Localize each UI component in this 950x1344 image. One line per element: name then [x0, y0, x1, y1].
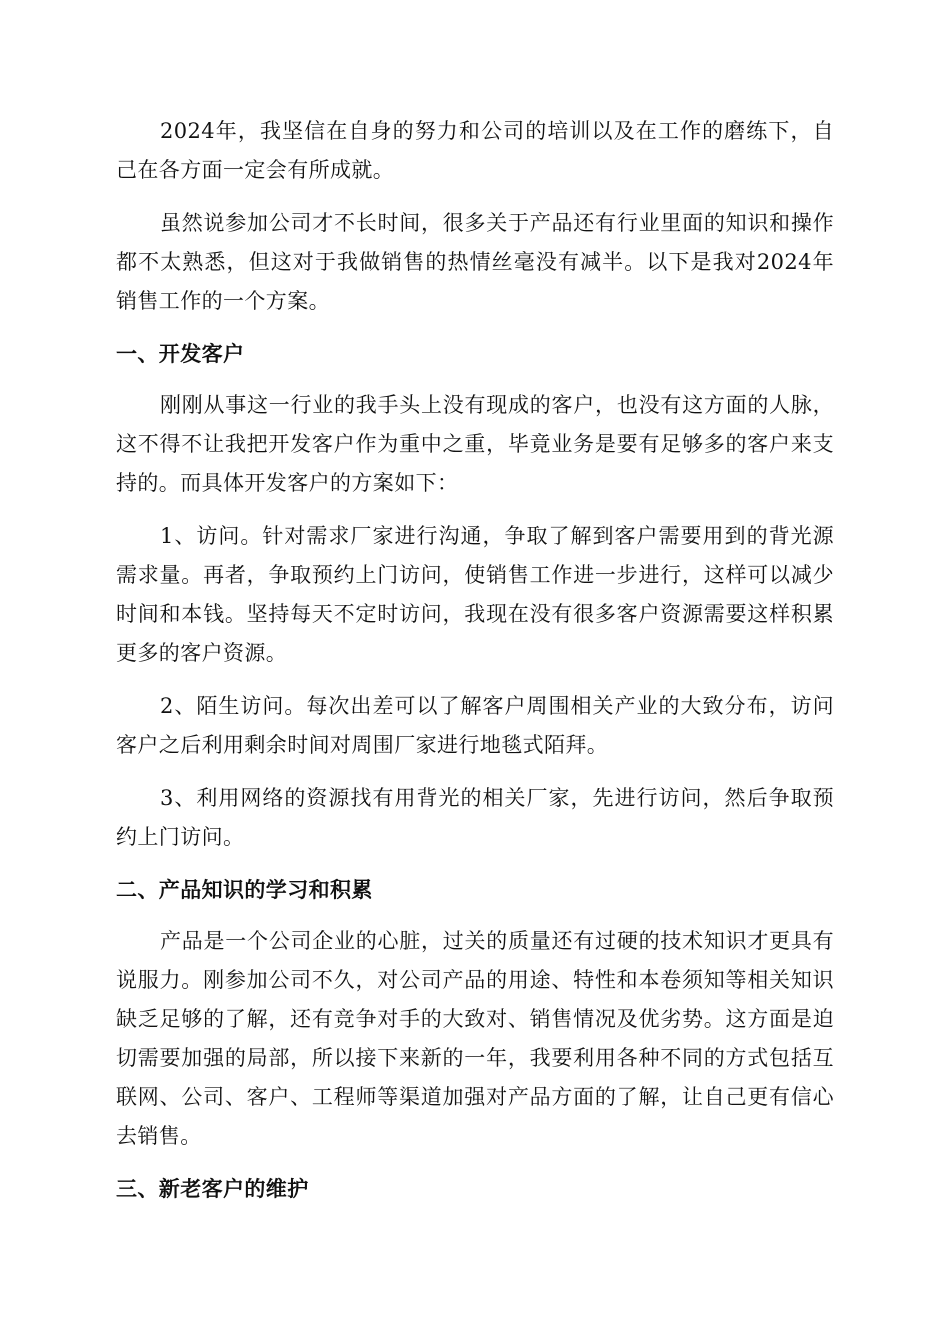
section-heading-customer-maintenance: 三、新老客户的维护 — [116, 1177, 309, 1201]
paragraph-intro: 2024年，我坚信在自身的努力和公司的培训以及在工作的磨练下，自己在各方面一定会有所成就。 — [116, 119, 834, 182]
list-item-online-resources: 3、利用网络的资源找有用背光的相关厂家，先进行访问，然后争取预约上门访问。 — [116, 786, 834, 849]
paragraph-plan-intro: 虽然说参加公司才不长时间，很多关于产品还有行业里面的知识和操作都不太熟悉，但这对于我做销售的热情丝毫没有减半。以下是我对2024年销售工作的一个方案。 — [116, 211, 834, 313]
list-item-visit: 1、访问。针对需求厂家进行沟通，争取了解到客户需要用到的背光源需求量。再者，争取预约上门访问，使销售工作进一步进行，这样可以减少时间和本钱。坚持每天不定时访问，我现在没有很多客户资源需要这样积累更多的客户资源。 — [116, 524, 834, 665]
list-item-cold-visit: 2、陌生访问。每次出差可以了解客户周围相关产业的大致分布，访问客户之后利用剩余时间对周围厂家进行地毯式陌拜。 — [116, 694, 834, 757]
section-heading-develop-customers: 一、开发客户 — [116, 342, 245, 366]
section-heading-product-knowledge: 二、产品知识的学习和积累 — [116, 878, 373, 902]
paragraph-develop-customers: 刚刚从事这一行业的我手头上没有现成的客户，也没有这方面的人脉，这不得不让我把开发客户作为重中之重，毕竟业务是要有足够多的客户来支持的。而具体开发客户的方案如下： — [116, 393, 834, 495]
paragraph-product-knowledge: 产品是一个公司企业的心脏，过关的质量还有过硬的技术知识才更具有说服力。刚参加公司不久，对公司产品的用途、特性和本卷须知等相关知识缺乏足够的了解，还有竞争对手的大致对、销售情况及优劣势。这方面是迫切需要加强的局部，所以接下来新的一年，我要利用各种不同的方式包括互联网、公司、客户、工程师等渠道加强对产品方面的了解，让自己更有信心去销售。 — [116, 929, 834, 1148]
document-body — [116, 112, 834, 1221]
